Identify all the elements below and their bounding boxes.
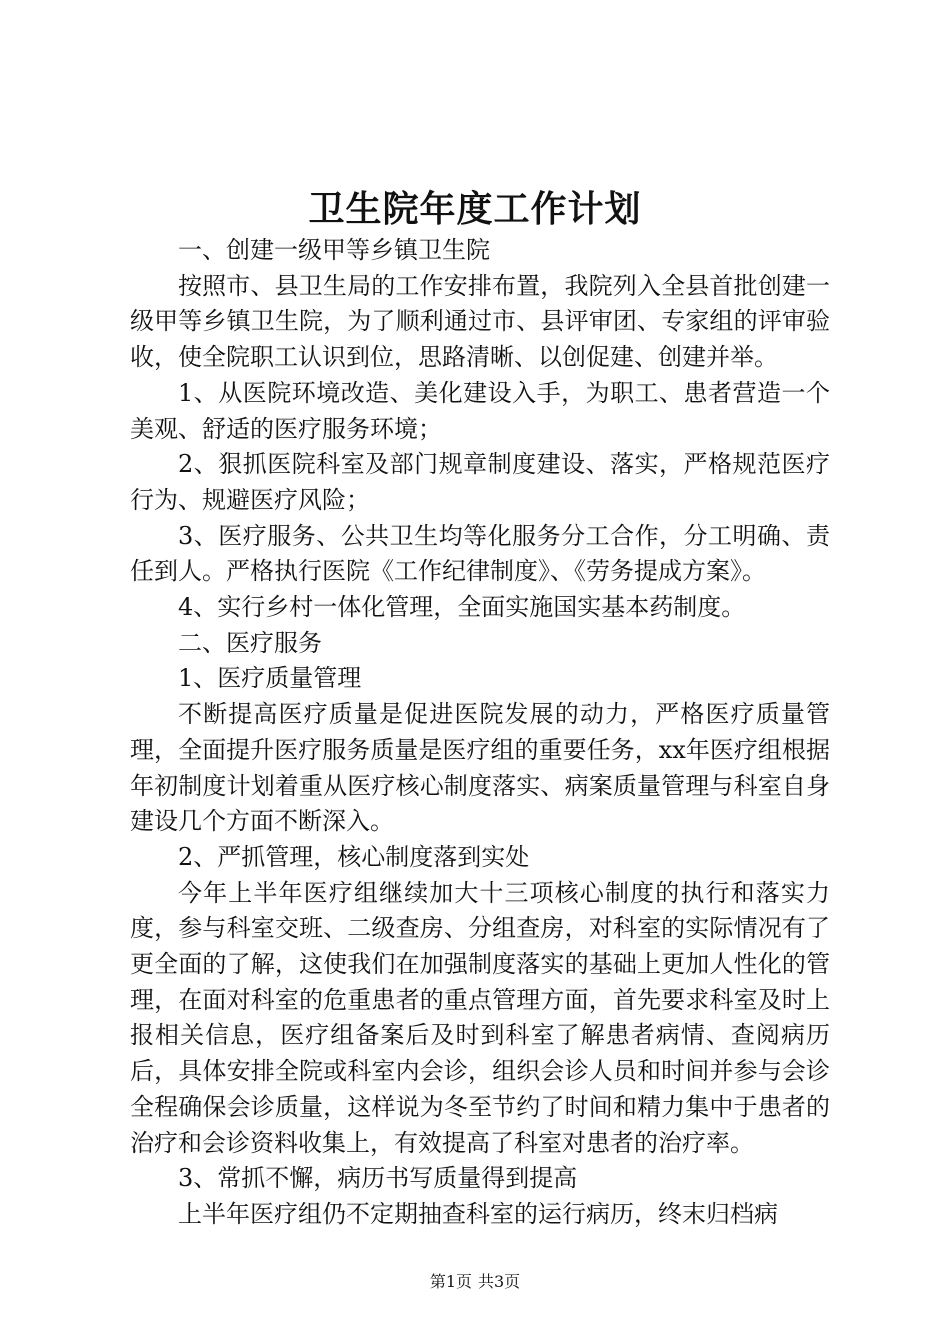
subsection-heading: 3、常抓不懈，病历书写质量得到提高 (178, 1164, 578, 1193)
subsection-heading: 1、医疗质量管理 (178, 664, 362, 693)
list-item: 2、狠抓医院科室及部门规章制度建设、落实，严格规范医疗行为、规避医疗风险； (130, 450, 830, 514)
page-footer (0, 1270, 950, 1294)
section-heading: 二、医疗服务 (178, 628, 322, 657)
paragraph: 今年上半年医疗组继续加大十三项核心制度的执行和落实力度，参与科室交班、二级查房、分组查房，对科室的实际情况有了更全面的了解，这使我们在加强制度落实的基础上更加人性化的管理，在面对科室的危重患者的重点管理方面，首先要求科室及时上报相关信息，医疗组备案后及时到科室了解患者病情、查阅病历后，具体安排全院或科室内会诊，组织会诊人员和时间并参与会诊全程确保会诊质量，这样说为冬至节约了时间和精力集中于患者的治疗和会诊资料收集上，有效提高了科室对患者的治疗率。 (130, 878, 830, 1157)
list-item: 4、实行乡村一体化管理，全面实施国实基本药制度。 (178, 593, 746, 622)
document-body (130, 233, 830, 1233)
page-number: 第1页 (429, 1272, 472, 1291)
paragraph: 上半年医疗组仍不定期抽查科室的运行病历，终末归档病 (178, 1199, 778, 1228)
paragraph: 按照市、县卫生局的工作安排布置，我院列入全县首批创建一级甲等乡镇卫生院，为了顺利通过市、县评审团、专家组的评审验收，使全院职工认识到位，思路清晰、以创促建、创建并举。 (130, 271, 830, 372)
page-total: 共3页 (478, 1272, 521, 1291)
list-item: 1、从医院环境改造、美化建设入手，为职工、患者营造一个美观、舒适的医疗服务环境； (130, 378, 830, 443)
list-item: 3、医疗服务、公共卫生均等化服务分工合作，分工明确、责任到人。严格执行医院《工作纪律制度》、《劳务提成方案》。 (130, 521, 830, 586)
document-title: 卫生院年度工作计划 (308, 188, 642, 230)
section-heading: 一、创建一级甲等乡镇卫生院 (178, 236, 490, 264)
subsection-heading: 2、严抓管理，核心制度落到实处 (178, 842, 530, 871)
paragraph: 不断提高医疗质量是促进医院发展的动力，严格医疗质量管理，全面提升医疗服务质量是医疗组的重要任务，xx年医疗组根据年初制度计划着重从医疗核心制度落实、病案质量管理与科室自身建设几个方面不断深入。 (130, 700, 830, 836)
